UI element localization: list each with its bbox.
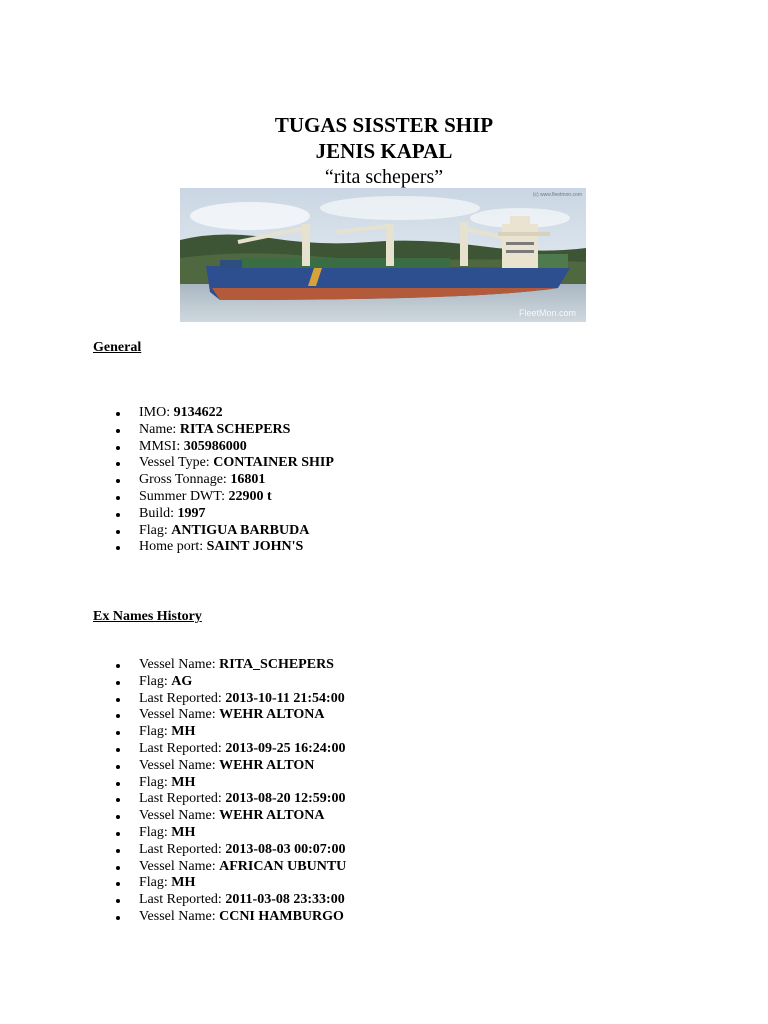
item-value: MH xyxy=(171,875,196,891)
ex-names-list-item xyxy=(0,691,346,708)
item-value: 22900 t xyxy=(228,488,272,504)
ex-names-list-item xyxy=(0,825,346,842)
title-block xyxy=(0,112,768,190)
item-label: Gross Tonnage: xyxy=(139,472,227,488)
ex-names-list-item xyxy=(0,859,346,876)
item-label: Flag: xyxy=(139,673,168,689)
ex-names-list xyxy=(0,657,346,926)
item-label: Flag: xyxy=(139,824,168,840)
item-label: Last Reported: xyxy=(139,690,222,706)
item-value: 305986000 xyxy=(183,438,247,454)
general-list-item xyxy=(0,405,334,422)
item-label: Flag: xyxy=(139,875,168,891)
item-value: MH xyxy=(171,824,196,840)
item-label: Flag: xyxy=(139,774,168,790)
ship-photo xyxy=(180,188,586,322)
item-label: Build: xyxy=(139,505,175,521)
ex-names-list-item xyxy=(0,791,346,808)
item-label: Vessel Name: xyxy=(139,757,216,773)
ex-names-list-item xyxy=(0,775,346,792)
general-list-item xyxy=(0,523,334,540)
item-value: CCNI HAMBURGO xyxy=(219,908,344,924)
ex-names-list-item xyxy=(0,674,346,691)
item-label: Flag: xyxy=(139,522,168,538)
general-list-item xyxy=(0,455,334,472)
general-heading: General xyxy=(93,340,142,355)
ex-names-list-item xyxy=(0,657,346,674)
item-value: AG xyxy=(171,673,193,689)
general-list-item xyxy=(0,506,334,523)
item-value: RITA_SCHEPERS xyxy=(219,657,334,672)
ex-names-heading: Ex Names History xyxy=(93,609,202,624)
ex-names-list-item xyxy=(0,724,346,741)
ex-names-list-item xyxy=(0,758,346,775)
item-label: Home port: xyxy=(139,539,204,555)
item-label: IMO: xyxy=(139,405,171,420)
item-value: AFRICAN UBUNTU xyxy=(219,858,347,874)
item-label: Flag: xyxy=(139,724,168,740)
item-label: Last Reported: xyxy=(139,841,222,857)
item-value: WEHR ALTONA xyxy=(219,707,325,723)
ex-names-list-item xyxy=(0,892,346,909)
item-value: MH xyxy=(171,774,196,790)
item-value: MH xyxy=(171,724,196,740)
item-label: MMSI: xyxy=(139,438,181,454)
item-value: RITA SCHEPERS xyxy=(179,421,291,437)
ex-names-list-item xyxy=(0,875,346,892)
general-list-item xyxy=(0,472,334,489)
ex-names-list-item xyxy=(0,707,346,724)
item-label: Name: xyxy=(139,421,177,437)
item-label: Vessel Name: xyxy=(139,808,216,824)
item-label: Summer DWT: xyxy=(139,488,226,504)
item-value: 2011-03-08 23:33:00 xyxy=(225,892,345,908)
item-label: Vessel Name: xyxy=(139,707,216,723)
photo-credit: (c) www.fleetmon.com xyxy=(532,192,582,198)
item-value: 2013-08-20 12:59:00 xyxy=(225,791,346,807)
ex-names-list-item xyxy=(0,808,346,825)
ex-names-list-item xyxy=(0,842,346,859)
ex-names-list-item xyxy=(0,909,346,926)
item-value: SAINT JOHN'S xyxy=(206,539,304,555)
item-value: 16801 xyxy=(230,472,266,488)
item-label: Vessel Type: xyxy=(139,455,210,471)
item-label: Last Reported: xyxy=(139,791,222,807)
item-value: WEHR ALTON xyxy=(219,757,315,773)
item-label: Vessel Name: xyxy=(139,908,216,924)
item-value: ANTIGUA BARBUDA xyxy=(171,522,310,538)
item-value: 9134622 xyxy=(173,405,223,420)
document-subtitle-type: JENIS KAPAL xyxy=(315,139,453,163)
item-label: Vessel Name: xyxy=(139,858,216,874)
general-list-item xyxy=(0,539,334,556)
item-label: Last Reported: xyxy=(139,740,222,756)
general-list-item xyxy=(0,489,334,506)
item-label: Vessel Name: xyxy=(139,657,216,672)
general-list xyxy=(0,405,334,556)
item-value: 2013-09-25 16:24:00 xyxy=(225,740,346,756)
document-title: TUGAS SISSTER SHIP xyxy=(274,113,494,137)
item-value: CONTAINER SHIP xyxy=(213,455,334,471)
general-list-item xyxy=(0,422,334,439)
item-label: Last Reported: xyxy=(139,892,222,908)
photo-watermark: FleetMon.com xyxy=(518,308,576,318)
item-value: 2013-08-03 00:07:00 xyxy=(225,841,346,857)
item-value: 2013-10-11 21:54:00 xyxy=(225,690,345,706)
item-value: 1997 xyxy=(177,505,206,521)
item-value: WEHR ALTONA xyxy=(219,808,325,824)
ex-names-list-item xyxy=(0,741,346,758)
general-list-item xyxy=(0,439,334,456)
ship-name-subtitle: “rita schepers” xyxy=(324,166,444,188)
